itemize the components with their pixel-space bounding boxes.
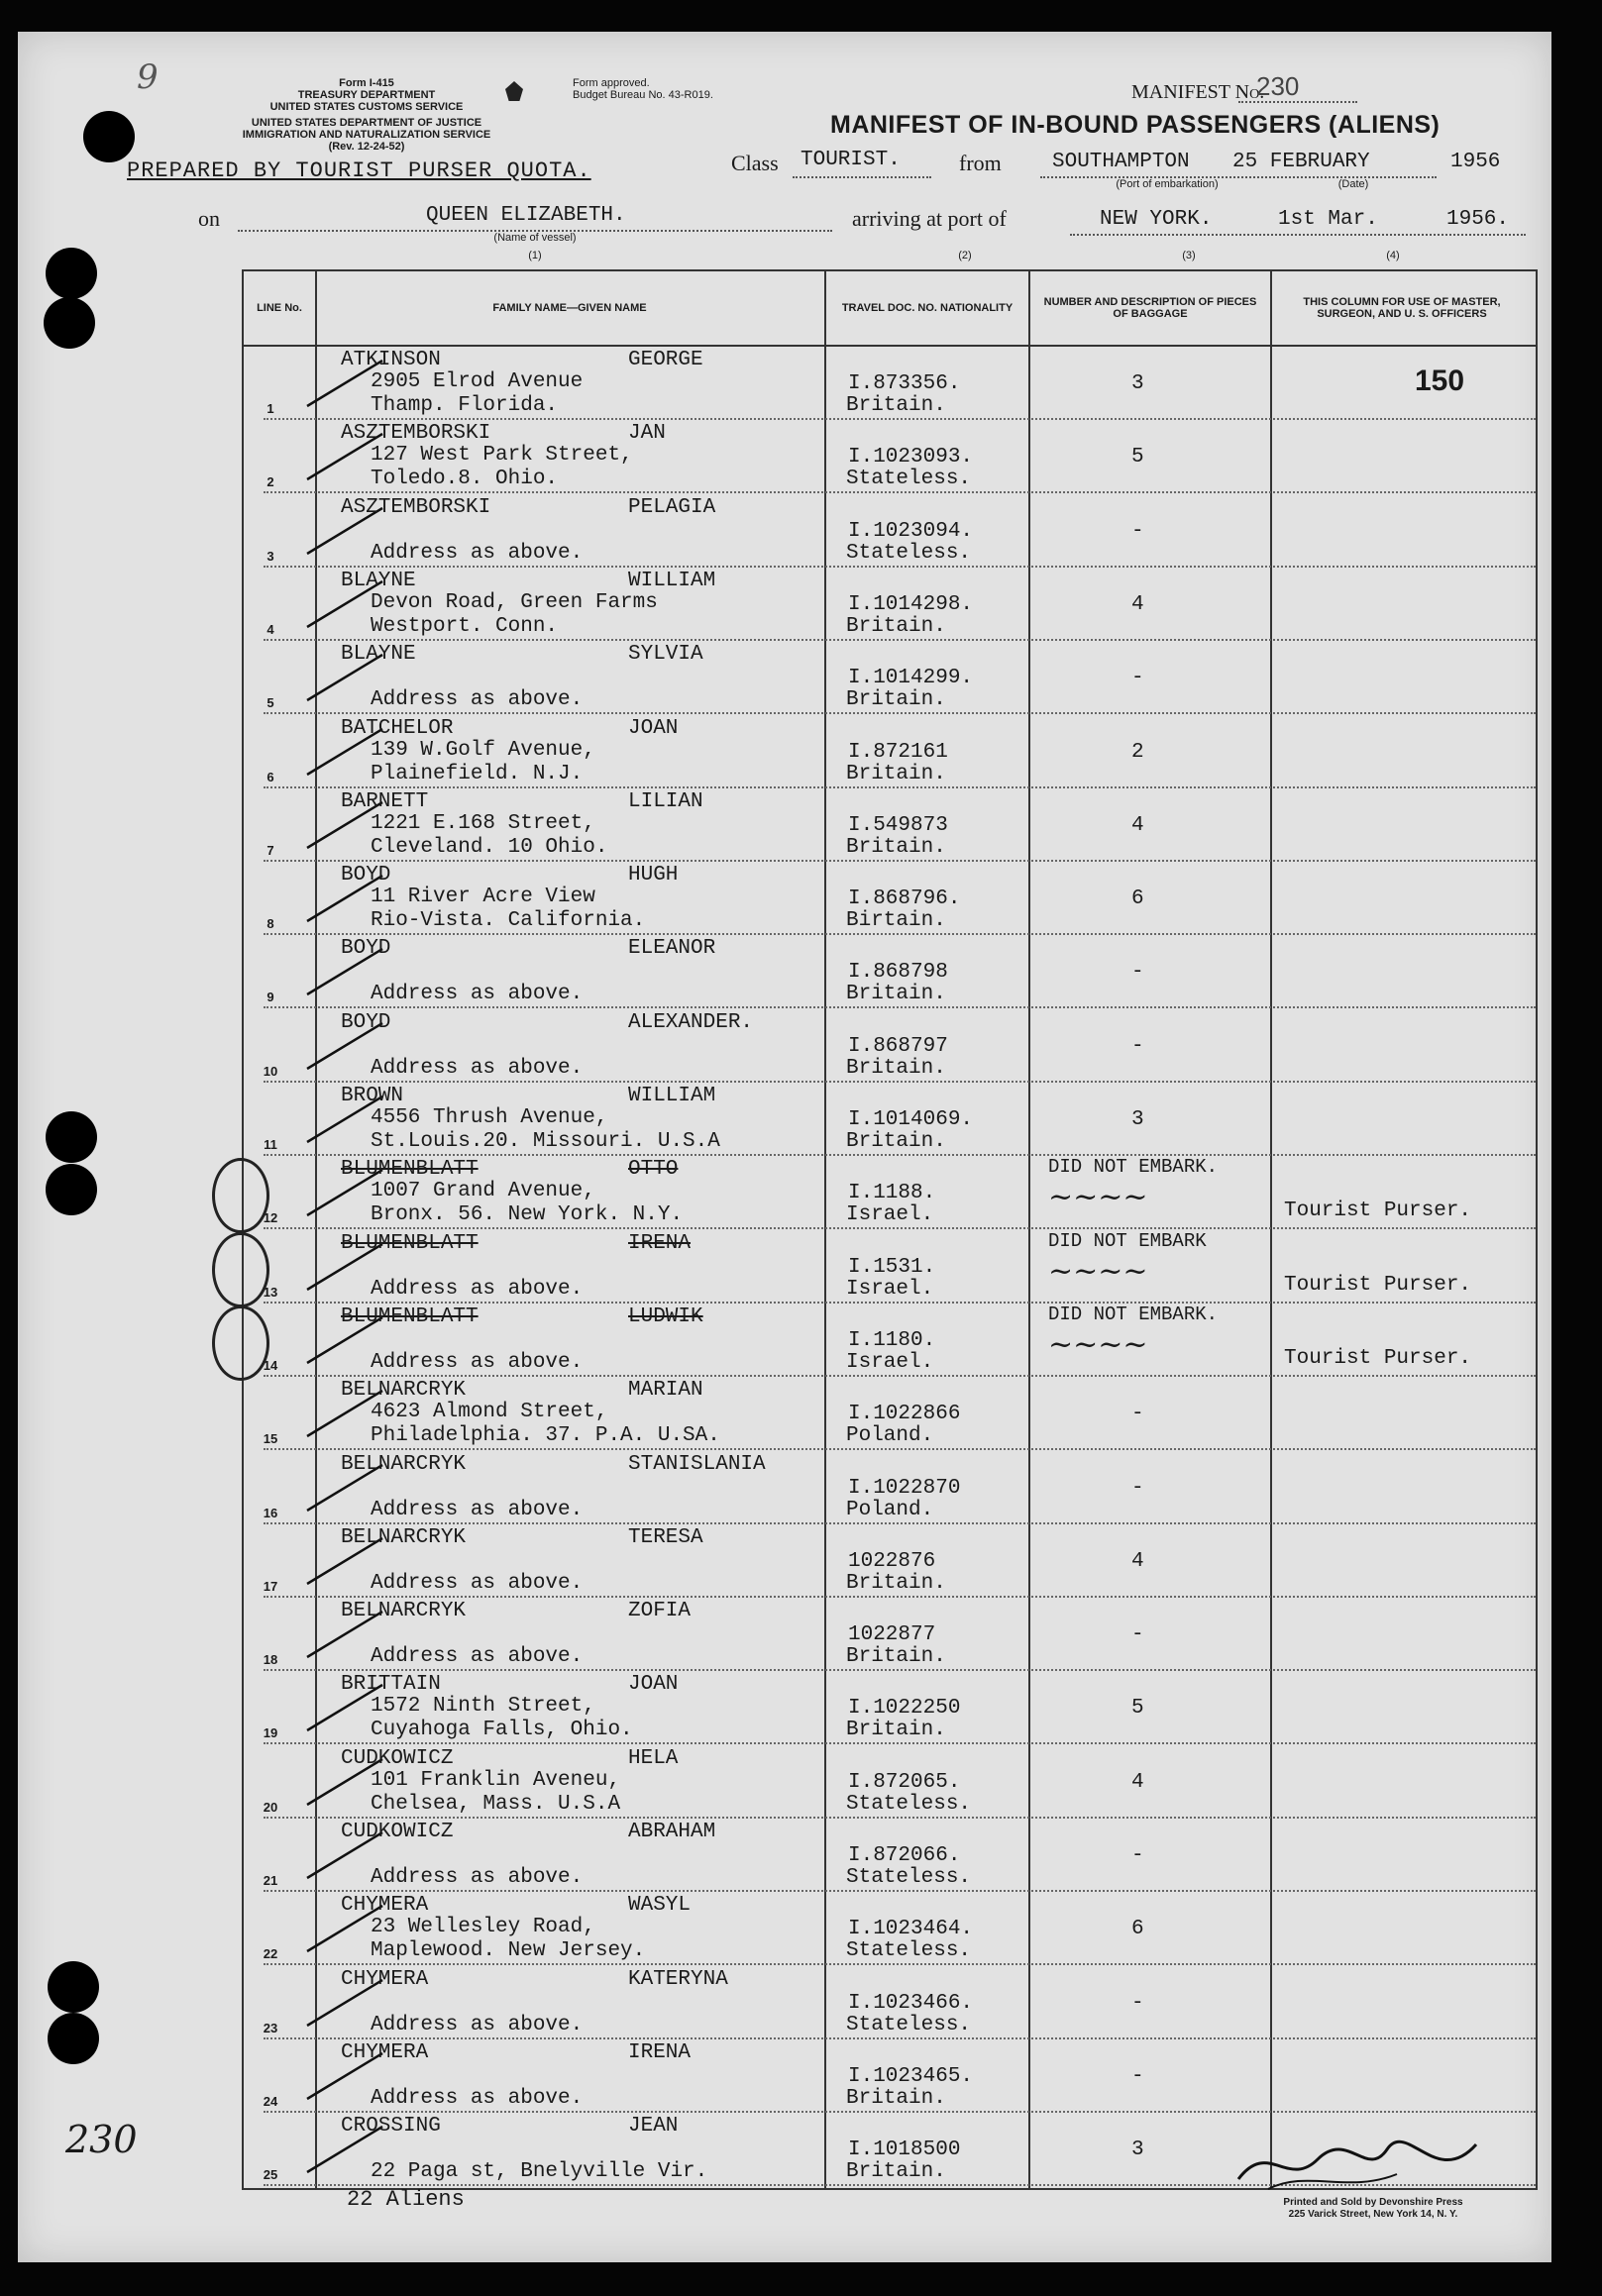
arrival-year: 1956.	[1446, 208, 1510, 231]
nationality: Britain.	[846, 1056, 946, 1080]
given-name: ABRAHAM	[628, 1821, 716, 1843]
nationality: Britain.	[846, 983, 946, 1006]
table-row	[244, 788, 1536, 862]
travel-doc-no: I.868796.	[848, 887, 961, 911]
on-label: on	[198, 206, 220, 231]
given-name: WASYL	[628, 1894, 692, 1918]
table-row	[244, 1671, 1536, 1744]
printer-line-2: 225 Varick Street, New York 14, N. Y.	[1288, 2209, 1458, 2220]
table-row	[244, 2039, 1536, 2113]
manifest-underline	[1238, 101, 1357, 103]
address-line-2: Address as above.	[371, 1277, 584, 1301]
travel-doc-no: I.549873	[848, 813, 948, 837]
nationality: Britain.	[846, 1571, 946, 1595]
officer-mark: 150	[1415, 365, 1465, 397]
line-number: 23	[263, 2020, 278, 2035]
dept-immigration: IMMIGRATION AND NATURALIZATION SERVICE	[242, 129, 491, 141]
address-line-2: Chelsea, Mass. U.S.A	[371, 1792, 621, 1816]
baggage-count: 6	[1131, 887, 1144, 911]
travel-doc-no: I.1014299.	[848, 667, 974, 690]
address-line-2: Bronx. 56. New York. N.Y.	[371, 1203, 684, 1227]
family-name: ATKINSON	[341, 349, 441, 371]
baggage-count: 4	[1131, 592, 1144, 616]
table-row	[244, 1451, 1536, 1524]
given-name: JEAN	[628, 2115, 679, 2139]
punch-hole	[46, 248, 97, 299]
nationality: Stateless.	[846, 541, 972, 565]
address-line-1: 23 Wellesley Road,	[371, 1916, 595, 1939]
line-number: 5	[267, 695, 274, 711]
table-row	[244, 1524, 1536, 1598]
form-number: Form I-415	[339, 77, 394, 89]
travel-doc-no: I.872065.	[848, 1770, 961, 1794]
family-name: ASZTEMBORSKI	[341, 422, 491, 446]
table-row	[244, 1892, 1536, 1965]
address-line-2: Address as above.	[371, 541, 584, 565]
embark-port: SOUTHAMPTON	[1052, 151, 1190, 173]
baggage-count: -	[1131, 1403, 1144, 1426]
travel-doc-no: I.1022250	[848, 1697, 961, 1721]
header-baggage: NUMBER AND DESCRIPTION OF PIECES OF BAGGAGE	[1043, 296, 1257, 320]
address-line-1: 101 Franklin Aveneu,	[371, 1768, 621, 1792]
given-name: LILIAN	[628, 789, 703, 813]
nationality: Stateless.	[846, 2013, 972, 2036]
nationality: Britain.	[846, 2086, 946, 2110]
given-name: ZOFIA	[628, 1600, 692, 1623]
table-row	[244, 1598, 1536, 1671]
nationality: Poland.	[846, 1498, 934, 1521]
line-number: 11	[264, 1137, 277, 1152]
address-line-2: Address as above.	[371, 1056, 584, 1080]
address-line-2: Address as above.	[371, 1645, 584, 1669]
nationality: Britain.	[846, 1130, 946, 1153]
line-number: 8	[267, 916, 274, 932]
baggage-count: 3	[1131, 1108, 1144, 1131]
travel-doc-no: I.1180.	[848, 1328, 936, 1352]
arrival-port: NEW YORK.	[1100, 208, 1213, 231]
line-number: 10	[263, 1063, 278, 1079]
dept-customs: UNITED STATES CUSTOMS SERVICE	[269, 101, 464, 113]
travel-doc-no: I.1018500	[848, 2139, 961, 2162]
col-num-2: (2)	[958, 250, 972, 261]
baggage-count: 5	[1131, 1697, 1144, 1721]
nationality: Israel.	[846, 1277, 934, 1301]
travel-doc-no: I.1023093.	[848, 446, 974, 470]
baggage-count: -	[1131, 2064, 1144, 2088]
line-number: 13	[263, 1284, 278, 1300]
prepared-by: PREPARED BY TOURIST PURSER QUOTA.	[127, 158, 591, 183]
arrival-date: 1st Mar.	[1278, 208, 1378, 231]
address-line-2: Address as above.	[371, 2086, 584, 2110]
margin-manifest-number: 230	[65, 2118, 138, 2161]
class-underline	[793, 176, 931, 178]
line-number: 21	[263, 1873, 278, 1888]
nationality: Britain.	[846, 1645, 946, 1669]
travel-doc-no: I.1023465.	[848, 2064, 974, 2088]
nationality: Poland.	[846, 1424, 934, 1448]
nationality: Britain.	[846, 762, 946, 785]
travel-doc-no: I.1022866	[848, 1403, 961, 1426]
travel-doc-no: I.1531.	[848, 1255, 936, 1279]
travel-doc-no: I.868797	[848, 1034, 948, 1058]
class-label: Class	[731, 151, 779, 175]
address-line-1: 4623 Almond Street,	[371, 1401, 608, 1424]
line-number: 25	[263, 2167, 278, 2183]
table-row	[244, 1009, 1536, 1083]
budget-bureau: Budget Bureau No. 43-R019.	[573, 89, 713, 101]
passenger-table	[242, 269, 1538, 2190]
line-number: 4	[267, 621, 274, 637]
embark-date: 25 FEBRUARY	[1232, 151, 1370, 173]
nationality: Britain.	[846, 1719, 946, 1742]
address-line-2: Address as above.	[371, 1350, 584, 1374]
vessel-name: QUEEN ELIZABETH.	[426, 204, 626, 227]
baggage-count: DID NOT EMBARK	[1048, 1229, 1207, 1252]
travel-doc-no: I.872066.	[848, 1844, 961, 1867]
purser-signature: ~~~~	[1048, 1253, 1148, 1289]
manifest-number: 230	[1256, 71, 1300, 101]
family-name: BARNETT	[341, 789, 429, 813]
table-row	[244, 1377, 1536, 1450]
embark-port-caption: (Port of embarkation)	[1116, 178, 1219, 190]
address-line-2: Address as above.	[371, 983, 584, 1006]
given-name: KATERYNA	[628, 1967, 728, 1991]
nationality: Britain.	[846, 688, 946, 712]
given-name: GEORGE	[628, 349, 703, 371]
baggage-count: -	[1131, 1034, 1144, 1058]
travel-doc-no: I.873356.	[848, 372, 961, 395]
given-name: STANISLANIA	[628, 1452, 766, 1476]
circled-line-mark	[212, 1232, 269, 1307]
given-name: MARIAN	[628, 1379, 703, 1403]
address-line-1: 127 West Park Street,	[371, 444, 633, 468]
travel-doc-no: I.1023464.	[848, 1918, 974, 1941]
nationality: Israel.	[846, 1350, 934, 1374]
dept-treasury: TREASURY DEPARTMENT	[297, 89, 436, 101]
line-number: 7	[267, 842, 274, 858]
baggage-count: 4	[1131, 1770, 1144, 1794]
baggage-count: -	[1131, 961, 1144, 985]
table-row	[244, 568, 1536, 641]
family-name: BLAYNE	[341, 569, 416, 592]
nationality: Israel.	[846, 1203, 934, 1227]
table-row	[244, 935, 1536, 1008]
baggage-count: -	[1131, 1991, 1144, 2015]
address-line-2: Toledo.8. Ohio.	[371, 468, 559, 491]
header-officers: THIS COLUMN FOR USE OF MASTER, SURGEON, AND U. S. OFFICERS	[1303, 296, 1501, 320]
punch-hole	[83, 111, 135, 162]
address-line-2: Plainefield. N.J.	[371, 762, 584, 785]
nationality: Stateless.	[846, 1792, 972, 1816]
line-number: 22	[263, 1946, 278, 1962]
line-number: 18	[263, 1652, 278, 1668]
table-row	[244, 494, 1536, 568]
given-name: WILLIAM	[628, 569, 716, 592]
punch-hole	[48, 1961, 99, 2013]
baggage-count: 3	[1131, 372, 1144, 395]
travel-doc-no: 1022876	[848, 1549, 936, 1573]
baggage-count: DID NOT EMBARK.	[1048, 1303, 1219, 1325]
table-row	[244, 1966, 1536, 2039]
address-line-1: 11 River Acre View	[371, 886, 595, 909]
baggage-count: DID NOT EMBARK.	[1048, 1156, 1219, 1179]
address-line-2: Address as above.	[371, 1866, 584, 1889]
punch-hole	[46, 1111, 97, 1163]
given-name: LUDWIK	[628, 1305, 703, 1328]
given-name: HUGH	[628, 864, 679, 887]
date-caption: (Date)	[1337, 178, 1369, 190]
given-name: PELAGIA	[628, 495, 716, 519]
given-name: OTTO	[628, 1158, 679, 1182]
circled-line-mark	[212, 1305, 269, 1381]
baggage-count: -	[1131, 519, 1144, 543]
nationality: Britain.	[846, 394, 946, 417]
given-name: IRENA	[628, 1231, 692, 1255]
address-line-1: 1572 Ninth Street,	[371, 1695, 595, 1719]
address-line-1: 139 W.Golf Avenue,	[371, 738, 595, 762]
arrival-underline	[1070, 234, 1526, 236]
family-name: BOYD	[341, 864, 391, 887]
printer-line-1: Printed and Sold by Devonshire Press	[1283, 2197, 1463, 2208]
punch-hole	[48, 2013, 99, 2064]
baggage-count: 6	[1131, 1918, 1144, 1941]
family-name: BOYD	[341, 1010, 391, 1034]
nationality: Britain.	[846, 2160, 946, 2184]
family-name: CUDKOWICZ	[341, 1746, 454, 1770]
family-name: BLAYNE	[341, 643, 416, 667]
aliens-total: 22 Aliens	[347, 2187, 465, 2212]
purser-signature: ~~~~	[1048, 1180, 1148, 1215]
col-num-1: (1)	[528, 250, 542, 261]
line-number: 19	[263, 1725, 278, 1741]
family-name: BRITTAIN	[341, 1673, 441, 1697]
from-label: from	[959, 151, 1002, 175]
line-number: 17	[263, 1578, 278, 1594]
family-name: BROWN	[341, 1085, 404, 1107]
given-name: JOAN	[628, 716, 679, 740]
family-name: BLUMENBLATT	[341, 1231, 479, 1255]
vessel-caption: (Name of vessel)	[493, 232, 577, 244]
table-row	[244, 1819, 1536, 1892]
family-name: CHYMERA	[341, 1967, 429, 1991]
given-name: SYLVIA	[628, 643, 703, 667]
given-name: ELEANOR	[628, 937, 716, 961]
family-name: CROSSING	[341, 2115, 441, 2139]
family-name: BLUMENBLATT	[341, 1305, 479, 1328]
address-line-2: Rio-Vista. California.	[371, 909, 646, 933]
form-revision: (Rev. 12-24-52)	[328, 141, 405, 153]
address-line-2: Thamp. Florida.	[371, 394, 559, 417]
given-name: IRENA	[628, 2040, 692, 2064]
form-approval	[573, 77, 771, 101]
address-line-2: Westport. Conn.	[371, 614, 559, 638]
travel-doc-no: I.1023094.	[848, 519, 974, 543]
travel-doc-no: I.868798	[848, 961, 948, 985]
table-row	[244, 862, 1536, 935]
line-number: 9	[267, 990, 274, 1005]
travel-doc-no: I.1023466.	[848, 1991, 974, 2015]
line-number: 6	[267, 769, 274, 784]
family-name: BELNARCRYK	[341, 1379, 467, 1403]
address-line-2: Philadelphia. 37. P.A. U.SA.	[371, 1424, 720, 1448]
family-name: ASZTEMBORSKI	[341, 495, 491, 519]
arriving-label: arriving at port of	[852, 206, 1007, 231]
baggage-count: 4	[1131, 1549, 1144, 1573]
address-line-2: Address as above.	[371, 1571, 584, 1595]
table-row	[244, 641, 1536, 714]
baggage-count: -	[1131, 1623, 1144, 1647]
travel-doc-no: I.1022870	[848, 1476, 961, 1500]
table-row	[244, 420, 1536, 493]
form-agency-block	[198, 77, 535, 153]
given-name: JOAN	[628, 1673, 679, 1697]
address-line-2: Address as above.	[371, 688, 584, 712]
nationality: Stateless.	[846, 1939, 972, 1963]
given-name: JAN	[628, 422, 666, 446]
line-number: 15	[263, 1431, 278, 1447]
table-row	[244, 1083, 1536, 1156]
col-num-3: (3)	[1182, 250, 1196, 261]
table-row	[244, 715, 1536, 788]
header-line-no: LINE No.	[257, 302, 302, 314]
line-number: 3	[267, 548, 274, 564]
address-line-2: Maplewood. New Jersey.	[371, 1939, 646, 1963]
purser-note: Tourist Purser.	[1284, 1200, 1472, 1223]
address-line-2: Cuyahoga Falls, Ohio.	[371, 1719, 633, 1742]
officer-signature	[1228, 2130, 1506, 2208]
given-name: ALEXANDER.	[628, 1010, 754, 1034]
given-name: HELA	[628, 1746, 679, 1770]
address-line-2: Address as above.	[371, 1498, 584, 1521]
family-name: BELNARCRYK	[341, 1525, 467, 1549]
nationality: Britain.	[846, 614, 946, 638]
travel-doc-no: I.872161	[848, 740, 948, 764]
travel-doc-no: 1022877	[848, 1623, 936, 1647]
address-line-2: St.Louis.20. Missouri. U.S.A	[371, 1130, 720, 1153]
class-value: TOURIST.	[801, 149, 901, 171]
col-num-4: (4)	[1386, 250, 1400, 261]
line-number: 2	[267, 474, 274, 490]
table-row	[244, 1745, 1536, 1819]
line-number: 14	[263, 1357, 278, 1373]
nationality: Stateless.	[846, 1866, 972, 1889]
embark-year: 1956	[1450, 151, 1501, 173]
table-row	[244, 1230, 1536, 1304]
address-line-1: 2905 Elrod Avenue	[371, 370, 584, 393]
family-name: BELNARCRYK	[341, 1600, 467, 1623]
baggage-count: 2	[1131, 740, 1144, 764]
baggage-count: 5	[1131, 446, 1144, 470]
baggage-count: -	[1131, 667, 1144, 690]
address-line-1: 1007 Grand Avenue,	[371, 1180, 595, 1203]
table-row	[244, 1156, 1536, 1229]
baggage-count: -	[1131, 1844, 1144, 1867]
family-name: BLUMENBLATT	[341, 1158, 479, 1182]
nationality: Birtain.	[846, 909, 946, 933]
nationality: Britain.	[846, 835, 946, 859]
form-approved: Form approved.	[573, 77, 650, 89]
circled-line-mark	[212, 1158, 269, 1233]
manifest-label: MANIFEST No.	[1131, 81, 1265, 103]
table-row	[244, 347, 1536, 420]
given-name: WILLIAM	[628, 1085, 716, 1107]
nationality: Stateless.	[846, 468, 972, 491]
line-number: 24	[263, 2093, 278, 2109]
dept-justice: UNITED STATES DEPARTMENT OF JUSTICE	[251, 117, 482, 129]
address-line-1: Devon Road, Green Farms	[371, 590, 658, 614]
address-line-2: Address as above.	[371, 2013, 584, 2036]
family-name: CUDKOWICZ	[341, 1821, 454, 1843]
baggage-count: 3	[1131, 2139, 1144, 2162]
purser-signature: ~~~~	[1048, 1326, 1148, 1362]
line-number: 1	[267, 401, 274, 416]
header-name: FAMILY NAME—GIVEN NAME	[492, 302, 647, 314]
given-name: TERESA	[628, 1525, 703, 1549]
line-number: 20	[263, 1799, 278, 1815]
address-line-1: 1221 E.168 Street,	[371, 811, 595, 835]
purser-note: Tourist Purser.	[1284, 1346, 1472, 1370]
address-line-2: 22 Paga st, Bnelyville Vir.	[371, 2160, 708, 2184]
family-name: CHYMERA	[341, 2040, 429, 2064]
purser-note: Tourist Purser.	[1284, 1273, 1472, 1297]
punch-hole	[44, 297, 95, 349]
punch-hole	[46, 1164, 97, 1215]
address-line-1: 4556 Thrush Avenue,	[371, 1106, 608, 1129]
baggage-count: 4	[1131, 813, 1144, 837]
family-name: BATCHELOR	[341, 716, 454, 740]
corner-mark: 9	[137, 57, 159, 97]
family-name: BELNARCRYK	[341, 1452, 467, 1476]
travel-doc-no: I.1014298.	[848, 592, 974, 616]
header-travel-doc: TRAVEL DOC. NO. NATIONALITY	[841, 302, 1014, 314]
line-number: 16	[263, 1505, 278, 1520]
family-name: CHYMERA	[341, 1894, 429, 1918]
travel-doc-no: I.1188.	[848, 1182, 936, 1205]
baggage-count: -	[1131, 1476, 1144, 1500]
table-row	[244, 1304, 1536, 1377]
travel-doc-no: I.1014069.	[848, 1108, 974, 1131]
manifest-title: MANIFEST OF IN-BOUND PASSENGERS (ALIENS)	[830, 111, 1441, 139]
address-line-2: Cleveland. 10 Ohio.	[371, 835, 608, 859]
signature-scribble	[1228, 2130, 1506, 2199]
family-name: BOYD	[341, 937, 391, 961]
line-number: 12	[263, 1210, 278, 1226]
